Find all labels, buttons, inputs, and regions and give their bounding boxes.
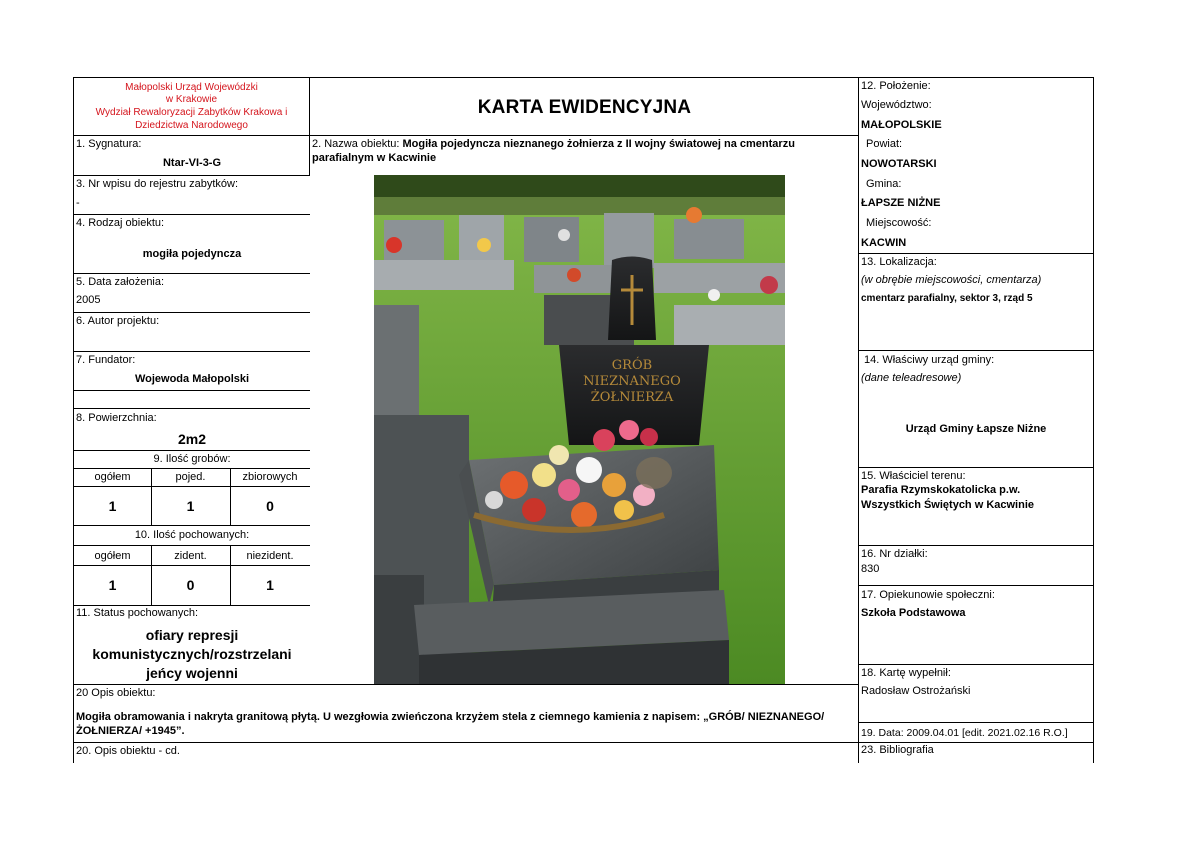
pochowani-col-2 (151, 545, 231, 566)
pochowani-val-2 (151, 565, 231, 606)
miejscowosc-value: KACWIN (861, 237, 907, 249)
groby-value-single: 1 (186, 498, 195, 514)
pochowani-val-3 (230, 565, 310, 606)
institution-line-2: w Krakowie (165, 94, 218, 105)
groby-val-1 (73, 486, 152, 526)
status-line-2: komunistycznych/rozstrzelani (92, 646, 292, 662)
dzialka-label: 16. Nr działki: (861, 548, 928, 560)
rodzaj-label: 4. Rodzaj obiektu: (76, 217, 165, 229)
sygnatura-value: Ntar-VI-3-G (162, 157, 222, 169)
institution-line-1: Małopolski Urząd Wojewódzki (125, 82, 258, 93)
groby-header-collective: zbiorowych (242, 471, 298, 483)
pochowani-value-unidentified: 1 (266, 577, 274, 593)
groby-label: 9. Ilość grobów: (153, 453, 231, 465)
lokalizacja-value: cmentarz parafialny, sektor 3, rząd 5 (861, 293, 1033, 304)
status-label: 11. Status pochowanych: (76, 607, 199, 619)
data-zalozenia-label: 5. Data założenia: (76, 276, 165, 288)
powierzchnia-value: 2m2 (177, 431, 207, 447)
data-zalozenia-cell (73, 273, 310, 313)
urzad-label: 14. Właściwy urząd gminy: (864, 354, 995, 366)
groby-col-1 (73, 468, 152, 487)
pochowani-value-total: 1 (108, 577, 117, 593)
data-zalozenia-value: 2005 (76, 294, 101, 306)
groby-header-total: ogółem (94, 471, 131, 483)
spacer-cell (73, 390, 310, 409)
lokalizacja-label: 13. Lokalizacja: (861, 256, 937, 268)
miejscowosc-label: Miejscowość: (866, 217, 932, 229)
groby-col-3 (230, 468, 310, 487)
wlasciciel-line-2: Wszystkich Świętych w Kacwinie (861, 499, 1035, 511)
opiekunowie-value: Szkoła Podstawowa (861, 607, 966, 619)
wlasciciel-cell (858, 467, 1094, 546)
status-cell (73, 605, 310, 685)
opis-label: 20 Opis obiektu: (76, 687, 156, 699)
pochowani-header-identified: zident. (174, 550, 207, 562)
autor-cell (73, 312, 310, 352)
rodzaj-value: mogiła pojedyncza (142, 248, 242, 260)
bibliografia-label: 23. Bibliografia (861, 744, 934, 756)
pochowani-label: 10. Ilość pochowanych: (134, 529, 250, 541)
groby-col-2 (151, 468, 231, 487)
pochowani-col-1 (73, 545, 152, 566)
status-line-1: ofiary represji (145, 627, 239, 643)
dzialka-cell (858, 545, 1094, 586)
record-card (73, 77, 1094, 763)
pochowani-header-cell (73, 525, 310, 546)
karta-cell (858, 664, 1094, 723)
sygnatura-cell (73, 135, 310, 176)
fundator-value: Wojewoda Małopolski (134, 373, 250, 385)
stele-text-1: GRÓB (611, 358, 653, 373)
lokalizacja-cell (858, 253, 1094, 351)
bibliografia-cell (858, 742, 1094, 763)
opis-cell (73, 684, 859, 743)
gmina-label: Gmina: (866, 178, 902, 190)
rejestr-cell (73, 175, 310, 215)
powierzchnia-label: 8. Powierzchnia: (76, 412, 157, 424)
groby-header-single: pojed. (175, 471, 206, 483)
polozenie-cell (858, 77, 1094, 254)
institution-line-3: Wydział Rewaloryzacji Zabytków Krakowa i (95, 107, 288, 118)
karta-value: Radosław Ostrożański (861, 685, 971, 697)
nazwa-value-1: Mogiła pojedyncza nieznanego żołnierza z II wojny światowej na cmentarzu (402, 138, 795, 150)
rejestr-label: 3. Nr wpisu do rejestru zabytków: (76, 178, 239, 190)
data-value: 19. Data: 2009.04.01 [edit. 2021.02.16 R.O.] (861, 727, 1068, 739)
groby-val-3 (230, 486, 310, 526)
nazwa-line-1 (312, 138, 795, 151)
wojewodztwo-value: MAŁOPOLSKIE (861, 119, 942, 131)
data-cell (858, 722, 1094, 743)
gmina-value: ŁAPSZE NIŻNE (861, 197, 941, 209)
grave-photo (374, 175, 785, 685)
stele-text-2: NIEZNANEGO (583, 374, 681, 389)
fundator-label: 7. Fundator: (76, 354, 136, 366)
title-cell (309, 77, 859, 136)
institution-cell (73, 77, 310, 136)
sygnatura-label: 1. Sygnatura: (76, 138, 142, 150)
status-line-3: jeńcy wojenni (146, 665, 238, 681)
opiekunowie-cell (858, 585, 1094, 665)
pochowani-val-1 (73, 565, 152, 606)
stele-text-3: ŻOŁNIERZA (590, 390, 674, 405)
pochowani-header-unidentified: niezident. (246, 550, 294, 562)
pochowani-header-total: ogółem (94, 550, 131, 562)
powierzchnia-cell (73, 408, 310, 451)
urzad-cell (858, 350, 1094, 468)
opiekunowie-label: 17. Opiekunowie społeczni: (861, 589, 995, 601)
nazwa-value-2: parafialnym w Kacwinie (312, 152, 437, 164)
groby-val-2 (151, 486, 231, 526)
powiat-value: NOWOTARSKI (861, 158, 937, 170)
karta-label: 18. Kartę wypełnił: (861, 667, 951, 679)
autor-label: 6. Autor projektu: (76, 315, 160, 327)
groby-value-total: 1 (108, 498, 117, 514)
groby-value-collective: 0 (266, 498, 274, 514)
opis-line-1: Mogiła obramowania i nakryta granitową płytą. U wezgłowia zwieńczona krzyżem stela z ciemnego kamienia z napisem: „GRÓB/ NIEZNANEGO/ (76, 711, 825, 723)
fundator-cell (73, 351, 310, 391)
institution-line-4: Dziedzictwa Narodowego (135, 120, 248, 131)
polozenie-label: 12. Położenie: (861, 80, 931, 92)
nazwa-cell (309, 135, 859, 175)
dzialka-value: 830 (861, 563, 880, 575)
pochowani-col-3 (230, 545, 310, 566)
pochowani-value-identified: 0 (186, 577, 195, 593)
card-title: KARTA EWIDENCYJNA (477, 97, 692, 118)
wlasciciel-label: 15. Właściciel terenu: (861, 470, 966, 482)
groby-header-cell (73, 450, 310, 469)
powiat-label: Powiat: (866, 138, 903, 150)
nazwa-label: 2. Nazwa obiektu: (312, 138, 400, 150)
urzad-hint: (dane teleadresowe) (861, 372, 962, 384)
opis-cd-label: 20. Opis obiektu - cd. (76, 745, 180, 757)
wojewodztwo-label: Województwo: (861, 99, 932, 111)
opis-cd-cell (73, 742, 859, 763)
rejestr-value: - (76, 197, 80, 209)
rodzaj-cell (73, 214, 310, 274)
wlasciciel-line-1: Parafia Rzymskokatolicka p.w. (861, 484, 1021, 496)
opis-line-2: ŻOŁNIERZA/ +1945”. (76, 725, 185, 737)
lokalizacja-hint: (w obrębie miejscowości, cmentarza) (861, 274, 1042, 286)
urzad-value: Urząd Gminy Łapsze Niżne (905, 423, 1047, 435)
